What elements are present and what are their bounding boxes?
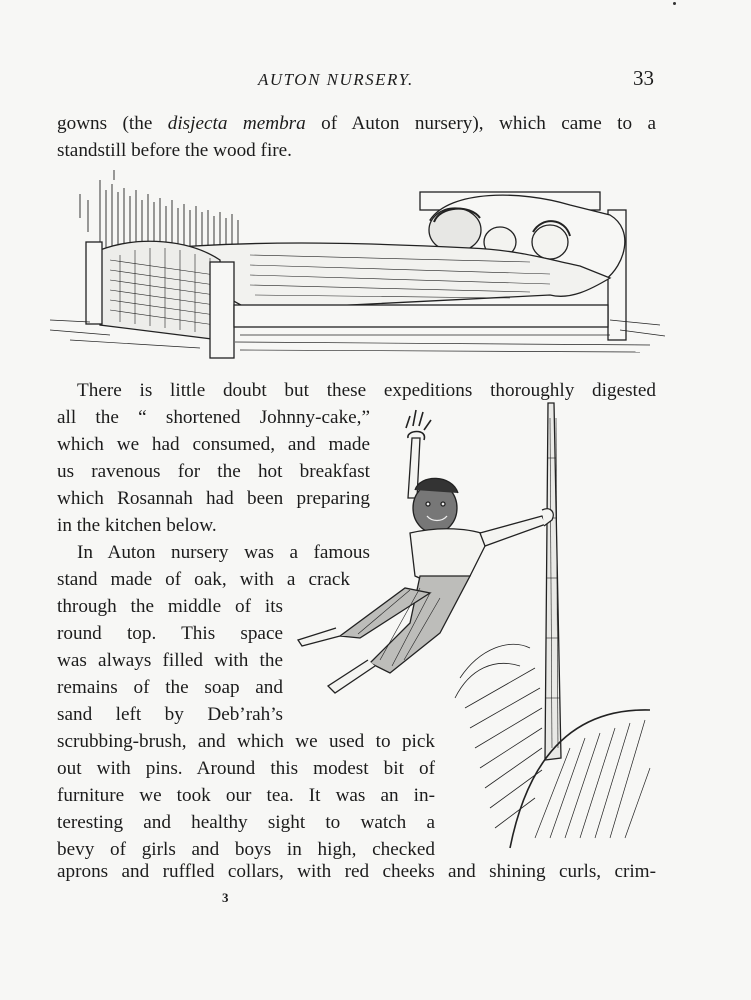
text-line-3: There is little doubt but these expeditions thoroughly digested — [77, 380, 656, 401]
text-line-18: furniture we took our tea. It was an in- — [57, 785, 435, 806]
text-line-14: remains of the soap and — [57, 677, 283, 698]
text-line-7: which Rosannah had been preparing — [57, 488, 370, 509]
text-line-4: all the “ shortened Johnny-cake,” — [57, 407, 370, 428]
text-line-17: out with pins. Around this modest bit of — [57, 758, 435, 779]
text-line-19: teresting and healthy sight to watch a — [57, 812, 435, 833]
text-line-15: sand left by Deb’rah’s — [57, 704, 283, 725]
text-line-6: us ravenous for the hot breakfast — [57, 461, 370, 482]
italic-phrase: disjecta membra — [167, 113, 306, 134]
text-line-13: was always filled with the — [57, 650, 283, 671]
text-line-1 — [57, 114, 656, 133]
text-line-1-start: gowns (the — [57, 113, 168, 134]
text-line-8: in the kitchen below. — [57, 515, 217, 536]
text-line-5: which we had consumed, and made — [57, 434, 370, 455]
running-title: AUTON NURSERY. — [258, 70, 414, 89]
text-line-2: standstill before the wood fire. — [57, 140, 292, 161]
text-line-10: stand made of oak, with a crack — [57, 569, 350, 590]
text-line-11: through the middle of its — [57, 596, 283, 617]
text-line-16: scrubbing-brush, and which we used to pick — [57, 731, 435, 752]
text-line-20: bevy of girls and boys in high, checked — [57, 839, 435, 860]
text-line-21: aprons and ruffled collars, with red cheeks and shining curls, crim- — [57, 861, 656, 882]
text-line-1-end: of Auton nursery), which came to a — [305, 113, 656, 134]
bed-illustration — [50, 170, 670, 370]
signature-mark: 3 — [222, 890, 229, 905]
text-line-12: round top. This space — [57, 623, 283, 644]
boy-pole-illustration — [280, 398, 660, 858]
text-line-9: In Auton nursery was a famous — [77, 542, 370, 563]
ink-speck — [673, 2, 676, 5]
page-number: 33 — [633, 66, 654, 90]
